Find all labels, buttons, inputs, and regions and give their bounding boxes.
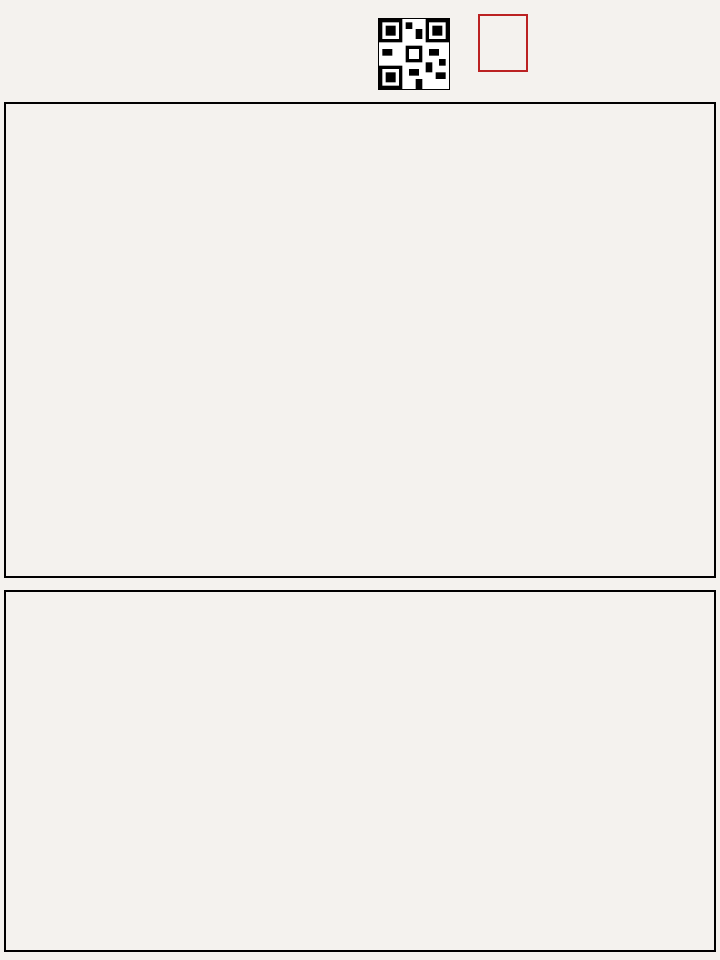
chart-top [4, 102, 716, 578]
seal-stamp [478, 14, 528, 72]
qr-code-icon[interactable] [378, 18, 450, 90]
annual-grid [4, 590, 716, 952]
header [0, 0, 720, 100]
